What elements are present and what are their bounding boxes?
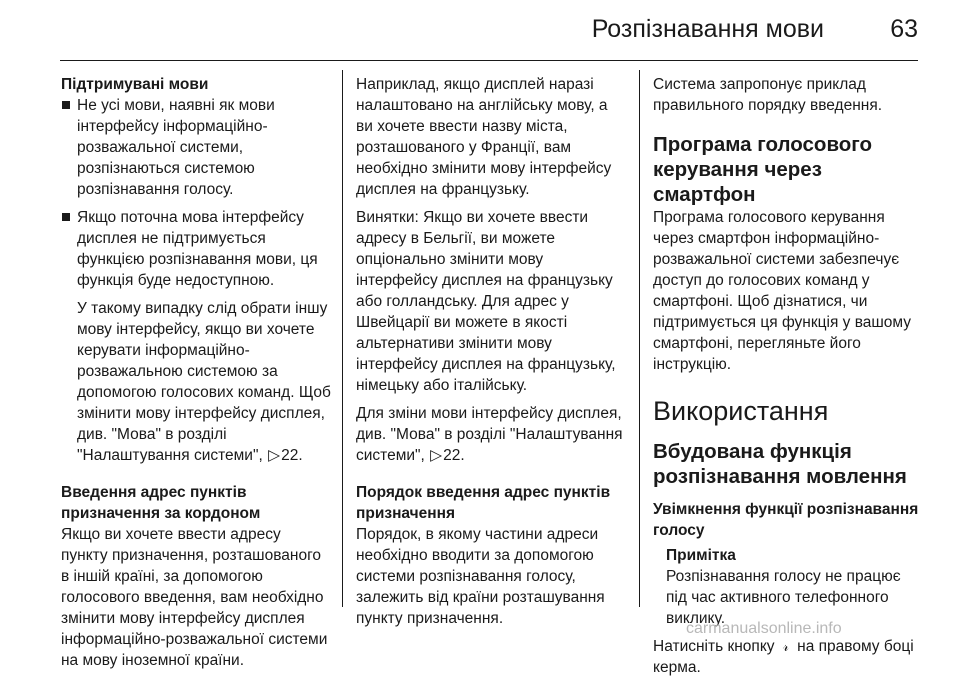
bullet-text: Якщо поточна мова інтерфейсу дисплея не підтримується функцією розпізнавання мови, ця функція буде недоступною. bbox=[77, 209, 318, 289]
section-heading: Введення адрес пунктів призначення за кордоном bbox=[61, 484, 261, 522]
paragraph bbox=[356, 403, 628, 466]
bullet-square-icon bbox=[62, 101, 70, 109]
bullet-continuation bbox=[61, 298, 331, 466]
subsection-heading: Увімкнення функції розпізнавання голосу bbox=[653, 501, 919, 539]
column-3 bbox=[653, 74, 923, 678]
column-1 bbox=[61, 74, 331, 671]
paragraph-text: Натисніть кнопку bbox=[653, 638, 775, 655]
section-heading: Вбудована функція розпізнавання мовлення bbox=[653, 440, 907, 488]
voice-button-icon: 𝓇 bbox=[782, 638, 789, 654]
watermark: carmanualsonline.info bbox=[686, 620, 842, 637]
paragraph-text: на правому боці керма. bbox=[653, 638, 914, 676]
column-2 bbox=[356, 74, 628, 629]
paragraph: Винятки: Якщо ви хочете ввести адресу в Бельгії, ви можете опціонально змінити мову інтерфейсу дисплея на французьку або голландську. Для адрес у Швейцарії ви можете в якості альтернативи змінити мову інтерфейсу дисплея на французьку, німецьку або італійську. bbox=[356, 209, 616, 394]
section-heading: Програма голосового керування через смартфон bbox=[653, 133, 873, 206]
paragraph bbox=[653, 636, 923, 678]
note-text: Розпізнавання голосу не працює під час активного телефонного виклику. bbox=[666, 568, 901, 627]
cross-reference-arrow-icon: ▷ bbox=[268, 447, 281, 464]
section-heading: Порядок введення адрес пунктів призначення bbox=[356, 484, 611, 522]
paragraph-text: Для зміни мови інтерфейсу дисплея, див. "Мова" в розділі "Налаштування системи", bbox=[356, 405, 623, 464]
paragraph: Порядок, в якому частини адреси необхідно вводити за допомогою системи розпізнавання голосу, залежить від країни розташування пункту призначення. bbox=[356, 526, 605, 627]
bullet-item bbox=[61, 95, 331, 200]
section-heading: Підтримувані мови bbox=[61, 76, 209, 93]
page-number: 63 bbox=[890, 15, 918, 43]
bullet-item bbox=[61, 207, 331, 291]
cross-reference-arrow-icon: ▷ bbox=[430, 447, 443, 464]
paragraph: Програма голосового керування через смартфон інформаційно-розважальної системи забезпечує доступ до голосових команд у смартфоні. Щоб дізнатися, чи підтримується ця функція у вашому смартфоні, перегляньте його інструкцію. bbox=[653, 209, 912, 373]
page-reference[interactable]: 22. bbox=[281, 447, 303, 464]
column-divider bbox=[639, 70, 640, 607]
paragraph: Якщо ви хочете ввести адресу пункту призначення, розташованого в іншій країні, за допомогою голосового введення, вам необхідно змінити мову інтерфейсу дисплея інформаційно-розважальної системи на мову іноземної країни. bbox=[61, 526, 328, 669]
column-divider bbox=[342, 70, 343, 607]
note-label: Примітка bbox=[666, 547, 736, 564]
paragraph: Система запропонує приклад правильного порядку введення. bbox=[653, 76, 883, 114]
paragraph: Наприклад, якщо дисплей наразі налаштовано на англійську мову, а ви хочете ввести назву міста, розташованого у Франції, вам необхідно змінити мову інтерфейсу дисплея на французьку. bbox=[356, 76, 612, 198]
bullet-square-icon bbox=[62, 213, 70, 221]
page-reference[interactable]: 22. bbox=[443, 447, 465, 464]
page-title: Розпізнавання мови bbox=[591, 15, 824, 43]
header-divider bbox=[60, 60, 918, 61]
chapter-heading: Використання bbox=[653, 396, 829, 426]
paragraph-text: У такому випадку слід обрати іншу мову інтерфейсу, якщо ви хочете керувати інформаційно-розважальною системою за допомогою голосових команд. Щоб змінити мову інтерфейсу дисплея, див. "Мова" в розділі "Налаштування системи", bbox=[77, 300, 331, 464]
bullet-text: Не усі мови, наявні як мови інтерфейсу інформаційно-розважальної системи, розпізнаються системою розпізнавання голосу. bbox=[77, 97, 275, 198]
